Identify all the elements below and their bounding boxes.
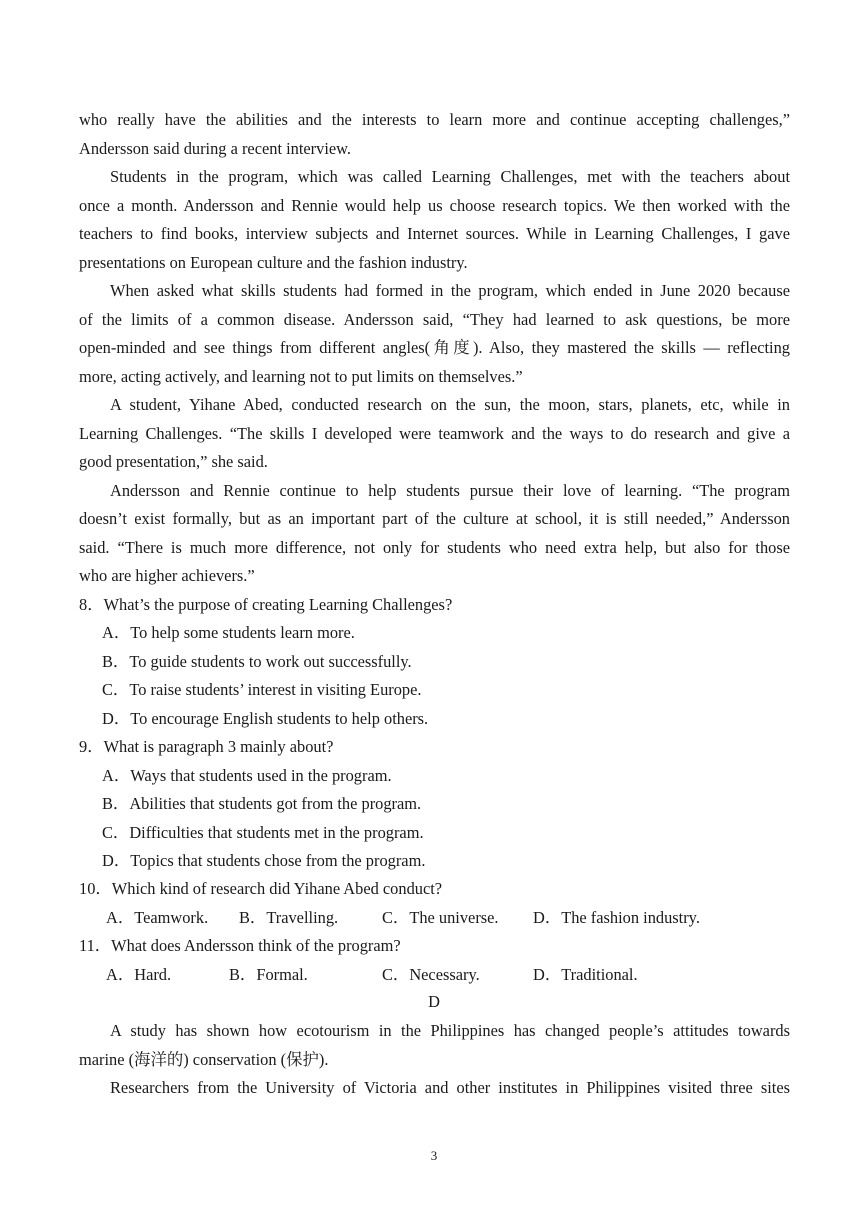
question-10-options [106,904,790,932]
question-9-option-d: D．Topics that students chose from the program. [102,851,426,870]
passage-line: Andersson and Rennie continue to help students pursue their love of learning. “The program [110,480,790,500]
question-8-option-d: D．To encourage English students to help others. [102,708,429,728]
passage-line: doesn’t exist formally, but as an important part of the culture at school, it is still needed,” Andersson [79,509,790,528]
passage-line: Andersson said during a recent interview. [79,138,352,158]
question-11-option-c: C．Necessary. [382,964,480,984]
question-8-stem: 8．What’s the purpose of creating Learning Challenges? [79,594,453,614]
passage-line: Students in the program, which was called Learning Challenges, met with the teachers about [110,167,790,186]
section-d-heading: D [428,992,440,1011]
passage-line: marine (海洋的) conservation (保护). [79,1049,329,1069]
question-10-option-d: D．The fashion industry. [533,907,700,927]
question-9-option-c: C．Difficulties that students met in the program. [102,822,424,842]
passage-line: presentations on European culture and the fashion industry. [79,252,468,272]
question-10-stem: 10．Which kind of research did Yihane Abed conduct? [79,879,443,898]
question-10-option-c: C．The universe. [382,907,499,927]
passage-line: A study has shown how ecotourism in the Philippines has changed people’s attitudes towards [110,1021,790,1040]
passage-line: A student, Yihane Abed, conducted research on the sun, the moon, stars, planets, etc, while in [110,395,790,414]
passage-line: said. “There is much more difference, not only for students who need extra help, but also for those [79,537,790,557]
page-number: 3 [430,1148,438,1163]
question-11-option-a: A．Hard. [106,964,172,984]
passage-line: When asked what skills students had formed in the program, which ended in June 2020 because [110,281,790,300]
passage-line: Researchers from the University of Victoria and other institutes in Philippines visited three sites [110,1078,790,1097]
passage-line: who are higher achievers.” [79,566,255,585]
question-10-option-a: A．Teamwork. [106,907,209,927]
passage-line: open-minded and see things from different angles(角度). Also, they mastered the skills — reflecting [79,338,790,357]
question-9-option-a: A．Ways that students used in the program. [102,765,392,785]
passage-line: teachers to find books, interview subjects and Internet sources. While in Learning Challenges, I gave [79,224,790,243]
passage-line: Learning Challenges. “The skills I developed were teamwork and the ways to do research and give a [79,423,790,443]
question-10-option-b: B．Travelling. [239,907,339,927]
question-11-stem: 11．What does Andersson think of the program? [79,936,401,955]
question-9-stem: 9．What is paragraph 3 mainly about? [79,737,334,756]
passage-line: more, acting actively, and learning not to put limits on themselves.” [79,366,523,386]
question-8-option-b: B．To guide students to work out successfully. [102,651,412,671]
question-9-option-b: B．Abilities that students got from the program. [102,794,422,813]
passage-line: good presentation,” she said. [79,452,268,471]
question-11-option-d: D．Traditional. [533,964,638,984]
passage-line: of the limits of a common disease. Andersson said, “They had learned to ask questions, be more [79,309,790,329]
question-11-option-b: B．Formal. [229,964,308,984]
passage-line: once a month. Andersson and Rennie would help us choose research topics. We then worked with the [79,195,790,215]
question-11-options [106,961,790,989]
question-8-option-a: A．To help some students learn more. [102,623,355,642]
passage-line: who really have the abilities and the interests to learn more and continue accepting challenges,” [79,110,790,129]
question-8-option-c: C．To raise students’ interest in visiting Europe. [102,680,422,699]
